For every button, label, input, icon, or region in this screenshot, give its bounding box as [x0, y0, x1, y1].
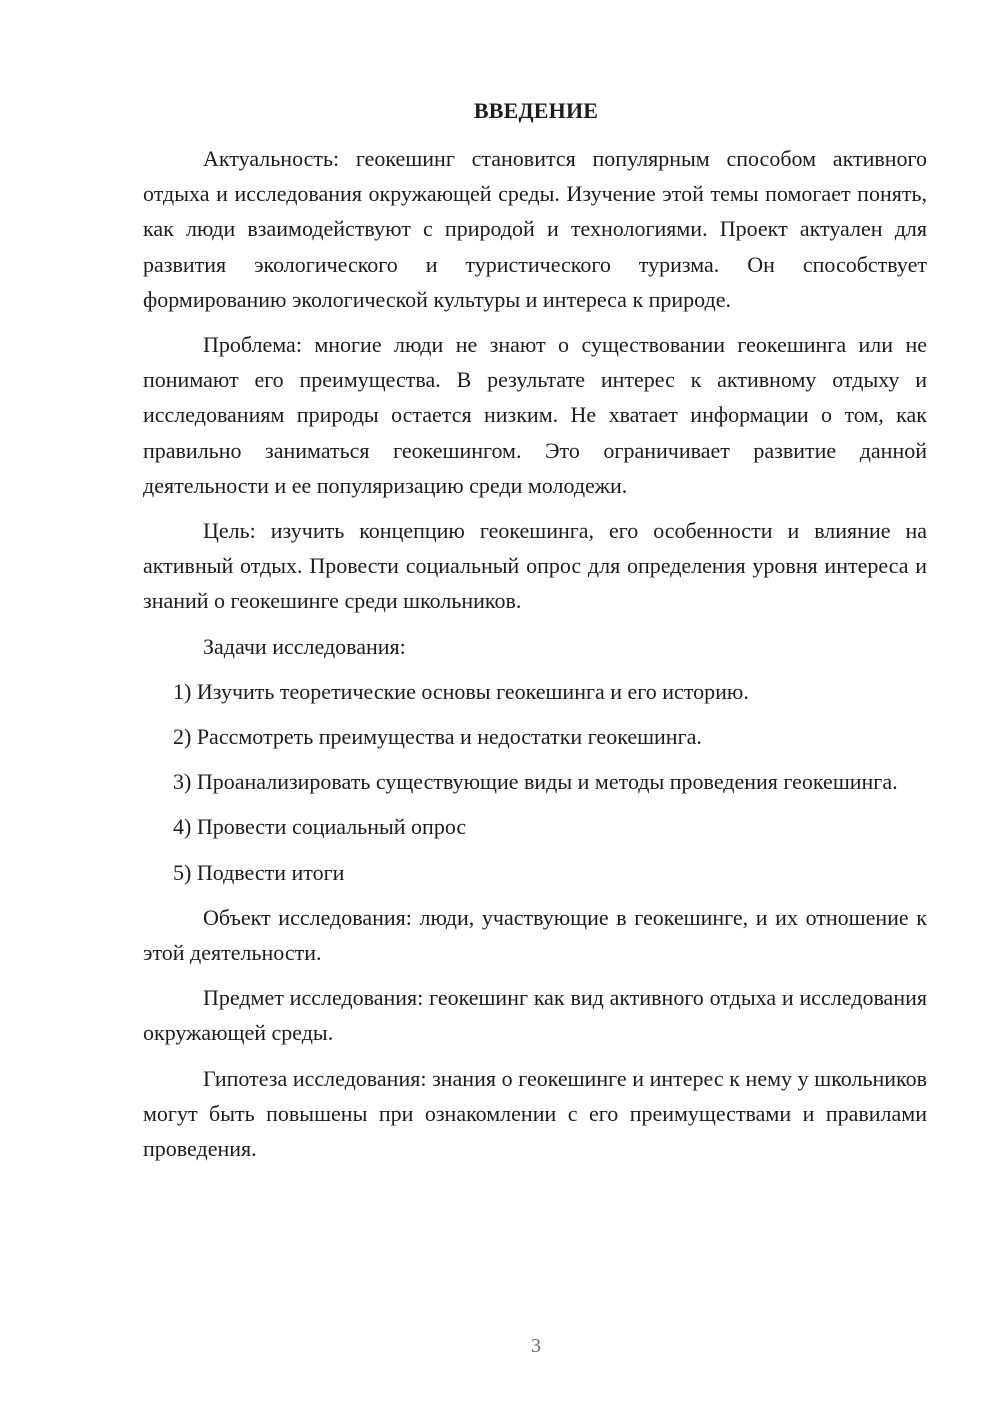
paragraph-problem: Проблема: многие люди не знают о существовании геокешинга или не понимают его преимущества. В результате интерес к активному отдыху и исследованиям природы остается низким. Не хватает информации о том, как правильно заниматься геокешингом. Это ограничивает развитие данной деятельности и ее популяризацию среди молодежи. — [143, 332, 927, 498]
task-item-5: 5) Подвести итоги — [173, 859, 345, 885]
task-item-4: 4) Провести социальный опрос — [173, 814, 467, 840]
task-item-2: 2) Рассмотреть преимущества и недостатки геокешинга. — [173, 724, 702, 750]
paragraph-hypothesis: Гипотеза исследования: знания о геокешинге и интерес к нему у школьников могут быть повышены при ознакомлении с его преимуществами и правилами проведения. — [143, 1065, 927, 1162]
tasks-title: Задачи исследования: — [203, 633, 406, 659]
task-item-3: 3) Проанализировать существующие виды и методы проведения геокешинга. — [173, 769, 898, 795]
paragraph-relevance: Актуальность: геокешинг становится популярным способом активного отдыха и исследования окружающей среды. Изучение этой темы помогает понять, как люди взаимодействуют с природой и технологиями. Проект актуален для развития экологического и туристического туризма. Он способствует формированию экологической культуры и интереса к природе. — [143, 146, 927, 312]
paragraph-goal: Цель: изучить концепцию геокешинга, его особенности и влияние на активный отдых. Провести социальный опрос для определения уровня интереса и знаний о геокешинге среди школьников. — [143, 518, 927, 614]
paragraph-object: Объект исследования: люди, участвующие в геокешинге, и их отношение к этой деятельности. — [143, 904, 927, 966]
paragraph-subject: Предмет исследования: геокешинг как вид активного отдыха и исследования окружающей среды. — [143, 985, 927, 1046]
document-body — [143, 141, 927, 1176]
task-item-1: 1) Изучить теоретические основы геокешинга и его историю. — [173, 678, 749, 704]
page-title: ВВЕДЕНИЕ — [473, 98, 599, 123]
page-number: 3 — [531, 1335, 541, 1357]
